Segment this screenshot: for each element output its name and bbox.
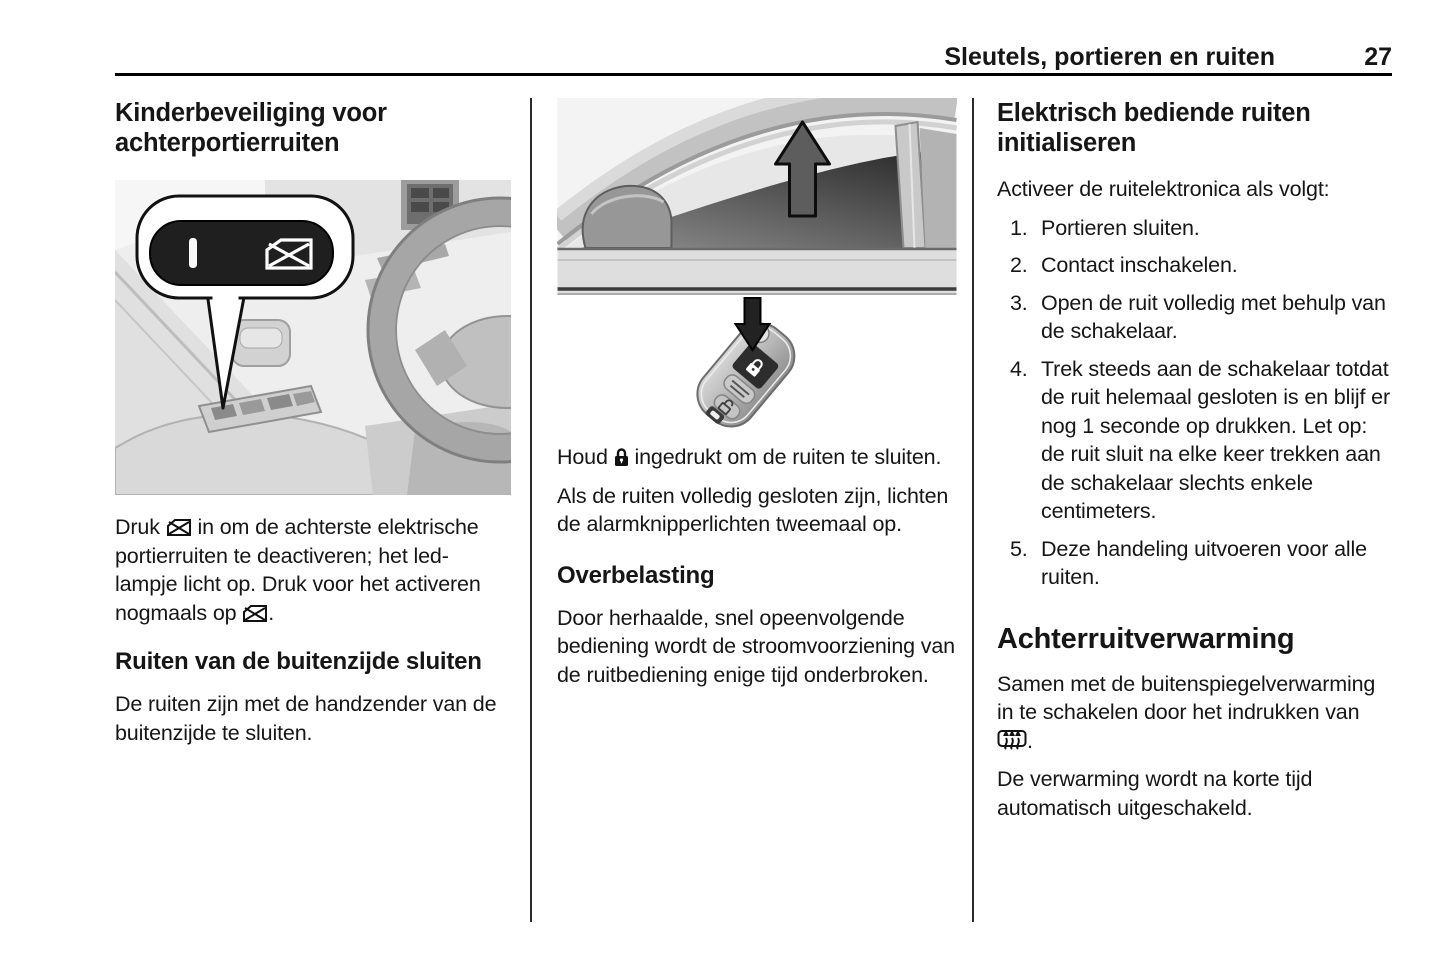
window-closing-illustration bbox=[557, 98, 957, 438]
header-rule bbox=[115, 73, 1392, 76]
text-segment: Samen met de buitenspiegelverwarming in te schakelen door het indrukken van bbox=[997, 671, 1376, 724]
crossed-window-icon bbox=[242, 604, 268, 623]
heated-rear-window-icon bbox=[997, 727, 1027, 751]
list-item bbox=[997, 289, 1393, 346]
para-rear-window-heating bbox=[997, 670, 1393, 756]
steps-list bbox=[997, 214, 1393, 592]
step-text: Portieren sluiten. bbox=[1041, 215, 1200, 240]
text-segment: Houd bbox=[557, 445, 614, 469]
text-segment: in om de achterste elektrische portierruiten te deactiveren; het led-lampje licht op. Druk voor het activeren nogmaals op bbox=[115, 515, 481, 625]
list-item bbox=[997, 535, 1393, 592]
heading-rear-window-heating: Achterruitverwarming bbox=[997, 622, 1295, 655]
text-segment: . bbox=[268, 600, 275, 625]
list-item bbox=[997, 214, 1393, 243]
step-number: 1. bbox=[1010, 215, 1028, 240]
text-segment: Druk bbox=[115, 515, 166, 539]
column-divider bbox=[530, 98, 532, 922]
heading-initialise-windows: Elektrisch bediende ruiten initialiseren bbox=[997, 99, 1311, 157]
chapter-title: Sleutels, portieren en ruiten bbox=[944, 43, 1275, 71]
step-number: 4. bbox=[1010, 356, 1028, 381]
illustration-child-safety-switch bbox=[115, 180, 511, 495]
column-middle bbox=[557, 98, 957, 689]
step-number: 2. bbox=[1010, 253, 1028, 277]
step-text: Deze handeling uitvoeren voor alle ruiten. bbox=[1041, 536, 1367, 589]
page-number: 27 bbox=[1364, 43, 1392, 71]
step-number: 3. bbox=[1010, 290, 1028, 315]
heading-close-from-outside: Ruiten van de buitenzijde sluiten bbox=[115, 648, 482, 675]
step-text: Open de ruit volledig met behulp van de schakelaar. bbox=[1041, 290, 1386, 343]
list-item bbox=[997, 251, 1393, 280]
step-number: 5. bbox=[1010, 536, 1028, 561]
step-text: Contact inschakelen. bbox=[1041, 253, 1238, 277]
column-left bbox=[115, 98, 511, 747]
list-item bbox=[997, 355, 1393, 526]
illustration-window-and-remote bbox=[557, 98, 957, 438]
car-door-interior-illustration bbox=[115, 180, 511, 495]
para-heating-auto-off: De verwarming wordt na korte tijd automatisch uitgeschakeld. bbox=[997, 767, 1313, 820]
para-initialise-intro: Activeer de ruitelektronica als volgt: bbox=[997, 177, 1330, 201]
text-segment: ingedrukt om de ruiten te sluiten. bbox=[628, 445, 942, 469]
heading-child-safety: Kinderbeveiliging voor achterportierruiten bbox=[115, 99, 387, 157]
column-right bbox=[997, 98, 1393, 822]
heading-overload: Overbelasting bbox=[557, 561, 715, 589]
para-close-from-outside: De ruiten zijn met de handzender van de buitenzijde te sluiten. bbox=[115, 692, 497, 745]
step-text: Trek steeds aan de schakelaar totdat de ruit helemaal gesloten is en blijf er nog 1 seconde op drukken. Let op: de ruit sluit na elke keer trekken aan de schakelaar slechts enkele centimeters. bbox=[1041, 356, 1390, 523]
para-hold-lock bbox=[557, 443, 957, 472]
lock-icon bbox=[614, 447, 629, 467]
text-segment: . bbox=[1027, 728, 1033, 753]
para-child-lock bbox=[115, 513, 511, 627]
crossed-window-icon bbox=[166, 518, 192, 537]
para-overload: Door herhaalde, snel opeenvolgende bediening wordt de stroomvoorziening van de ruitbediening enige tijd onderbroken. bbox=[557, 605, 955, 687]
column-divider bbox=[972, 98, 974, 922]
para-hazard-flash: Als de ruiten volledig gesloten zijn, lichten de alarmknipperlichten tweemaal op. bbox=[557, 483, 949, 536]
